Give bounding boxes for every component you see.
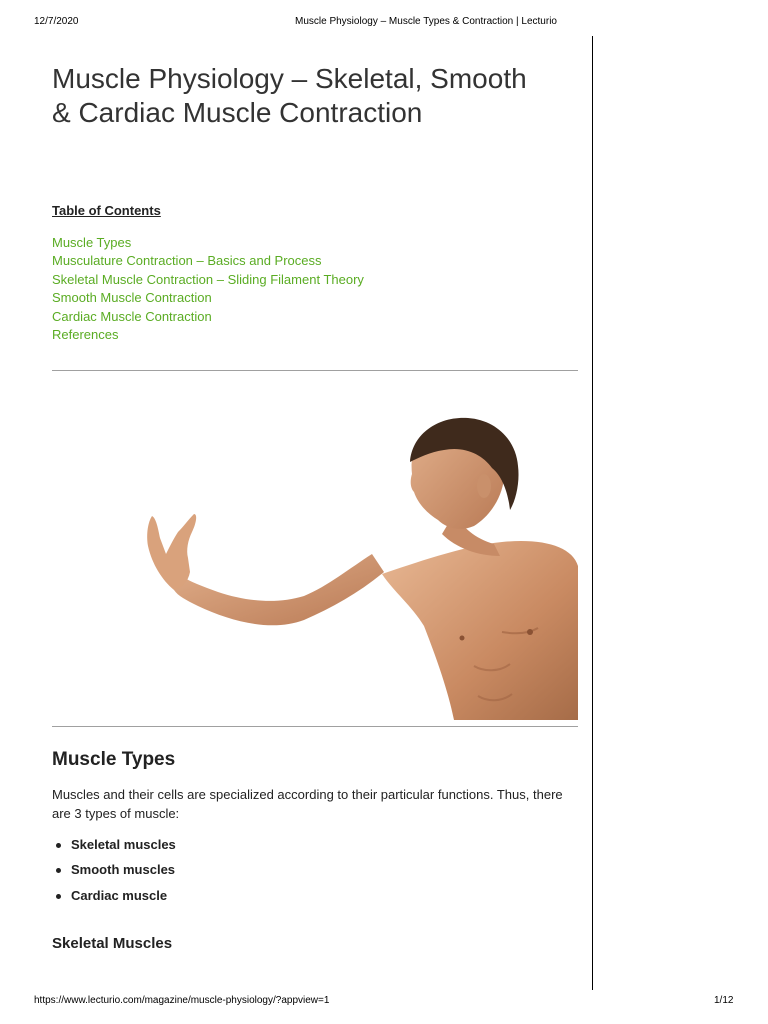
list-item-label: Smooth muscles: [71, 862, 176, 878]
list-item: [52, 836, 176, 861]
toc-item: [52, 252, 364, 270]
print-page-title: Muscle Physiology – Muscle Types & Contraction | Lecturio: [295, 16, 557, 27]
muscle-types-list: [52, 836, 176, 912]
toc-link-skeletal-contraction[interactable]: Skeletal Muscle Contraction – Sliding Filament Theory: [52, 271, 364, 287]
muscular-man-photo: [82, 396, 578, 720]
toc-link-references[interactable]: References: [52, 326, 119, 342]
article-title-line-2: & Cardiac Muscle Contraction: [52, 97, 423, 128]
toc-item: [52, 234, 364, 252]
article-title: [52, 62, 592, 130]
toc-item: [52, 289, 364, 307]
divider: [52, 726, 578, 727]
divider: [52, 370, 578, 371]
toc-heading: Table of Contents: [52, 203, 161, 218]
page-edge-rule: [592, 36, 593, 990]
toc-link-cardiac-contraction[interactable]: Cardiac Muscle Contraction: [52, 308, 212, 324]
bullet-icon: [56, 843, 61, 848]
toc-link-smooth-contraction[interactable]: Smooth Muscle Contraction: [52, 290, 212, 306]
list-item-label: Cardiac muscle: [71, 887, 168, 903]
subheading-skeletal-muscles: Skeletal Muscles: [52, 935, 173, 952]
print-page-number: 1/12: [714, 995, 734, 1006]
table-of-contents: [52, 234, 364, 344]
list-item: [52, 887, 176, 912]
toc-item: [52, 271, 364, 289]
bullet-icon: [56, 894, 61, 899]
print-url: https://www.lecturio.com/magazine/muscle-physiology/?appview=1: [34, 995, 330, 1006]
section-heading-muscle-types: Muscle Types: [52, 749, 176, 770]
section-intro-paragraph: Muscles and their cells are specialized according to their particular functions. Thus, there are 3 types of muscle:: [52, 787, 563, 821]
print-date: 12/7/2020: [34, 16, 79, 27]
list-item-label: Skeletal muscles: [71, 837, 176, 852]
toc-item: [52, 308, 364, 326]
toc-link-muscle-types[interactable]: Muscle Types: [52, 235, 132, 250]
toc-link-musculature-contraction[interactable]: Musculature Contraction – Basics and Process: [52, 253, 322, 269]
bullet-icon: [56, 868, 61, 873]
article-title-line-1: Muscle Physiology – Skeletal, Smooth: [52, 63, 527, 94]
print-header: [0, 16, 768, 30]
list-item: [52, 861, 176, 886]
toc-item: [52, 326, 364, 344]
